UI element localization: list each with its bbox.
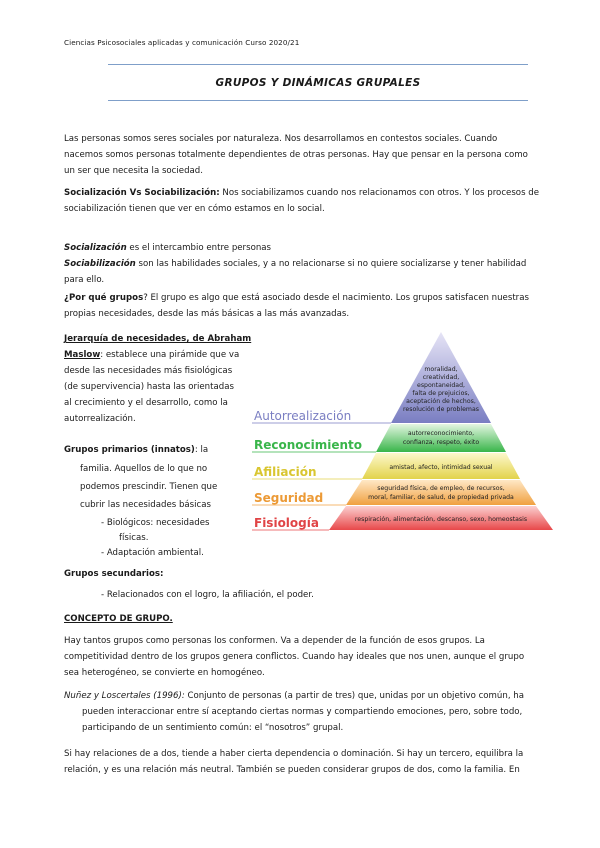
concept-heading: CONCEPTO DE GRUPO. [64, 614, 173, 624]
secondary-sub: - Relacionados con el logro, la afiliación, el poder. [101, 590, 314, 600]
level-text: falta de prejuicios, [412, 390, 470, 397]
definitions-paragraph: Socialización es el intercambio entre personas Sociabilización son las habilidades sociales, y a no relacionarse si no quiere socializarse y tener habilidad para ello. [64, 243, 527, 285]
level-text: moral, familiar, de salud, de propiedad privada [368, 494, 514, 501]
primary-line-2: podemos prescindir. Tienen que [80, 482, 218, 492]
level-text: confianza, respeto, éxito [402, 439, 480, 446]
intro-paragraph: Las personas somos seres sociales por naturaleza. Nos desarrollamos en contestos sociales. Cuando nacemos somos personas totalmente dependientes de otras personas. Hay que pensar en la persona como un ser que necesita la sociedad. [64, 134, 528, 176]
quote-paragraph: Nuñez y Loscertales (1996): Conjunto de personas (a partir de tres) que, unidas por un objetivo común, ha pueden interaccionar entre sí aceptando ciertas normas y compartiendo emociones, pero, sobre todo, participando de un sentimiento común: el “nosotros” grupal. [64, 691, 524, 733]
level-name-autorrealizacion: Autorrealización [254, 409, 352, 423]
primary-sub-2: - Adaptación ambiental. [101, 548, 204, 558]
maslow-line-1: Maslow: establece una pirámide que va [64, 350, 240, 360]
title-top-rule [108, 64, 528, 65]
level-name-afiliacion: Afiliación [254, 465, 317, 479]
maslow-line-5: autorrealización. [64, 414, 136, 424]
level-text: resolución de problemas [403, 406, 479, 413]
maslow-heading: Jerarquía de necesidades, de Abraham [64, 334, 252, 344]
level-text: moralidad, [424, 366, 458, 373]
primary-sub-1b: físicas. [119, 533, 149, 543]
primary-line-1: familia. Aquellos de lo que no [80, 464, 208, 474]
socialization-paragraph: Socialización Vs Sociabilización: Nos sociabilizamos cuando nos relacionamos con otros. Y los procesos de sociabilización tienen que ver en cómo estamos en lo social. [64, 188, 540, 214]
maslow-line-2: desde las necesidades más fisiológicas [64, 366, 233, 376]
level-text: aceptación de hechos, [406, 398, 476, 405]
level-text: creatividad, [422, 374, 460, 381]
final-paragraph: Si hay relaciones de a dos, tiende a haber cierta dependencia o dominación. Si hay un tercero, equilibra la relación, y es una relación más neutral. También se pueden considerar grupos de dos, como la familia. En [64, 749, 524, 775]
level-text: seguridad física, de empleo, de recursos, [377, 485, 505, 492]
pyramid-level-reconocimiento [376, 424, 506, 452]
level-name-reconocimiento: Reconocimiento [254, 438, 363, 452]
maslow-line-4: al crecimiento y el desarrollo, como la [64, 398, 228, 408]
secondary-groups-item: Grupos secundarios: [64, 569, 164, 579]
level-text: amistad, afecto, intimidad sexual [389, 464, 493, 471]
concept-paragraph: Hay tantos grupos como personas los conformen. Va a depender de la función de esos grupos. La competitividad dentro de los grupos genera conflictos. Cuando hay ideales que nos unen, aunque el grupo sea heterogéneo, se convierte en homogéneo. [64, 636, 525, 678]
primary-groups-item: Grupos primarios (innatos): la [64, 445, 209, 455]
primary-line-3: cubrir las necesidades básicas [80, 500, 212, 510]
primary-sub-1: - Biológicos: necesidades [101, 518, 210, 528]
document-header: Ciencias Psicosociales aplicadas y comunicación Curso 2020/21 [64, 38, 300, 47]
page-title: GRUPOS Y DINÁMICAS GRUPALES [215, 77, 421, 89]
level-text: espontaneidad, [417, 382, 465, 389]
level-name-fisiologia: Fisiología [254, 516, 319, 530]
title-bottom-rule [108, 100, 528, 101]
level-name-seguridad: Seguridad [254, 491, 324, 505]
level-text: autorreconocimiento, [407, 430, 475, 437]
pyramid-level-seguridad [346, 480, 536, 505]
why-groups-paragraph: ¿Por qué grupos? El grupo es algo que está asociado desde el nacimiento. Los grupos satisfacen nuestras propias necesidades, desde las más básicas a las más avanzadas. [64, 293, 529, 319]
maslow-line-3: (de supervivencia) hasta las orientadas [64, 382, 234, 392]
level-text: respiración, alimentación, descanso, sexo, homeostasis [354, 516, 528, 523]
maslow-pyramid [250, 328, 560, 534]
